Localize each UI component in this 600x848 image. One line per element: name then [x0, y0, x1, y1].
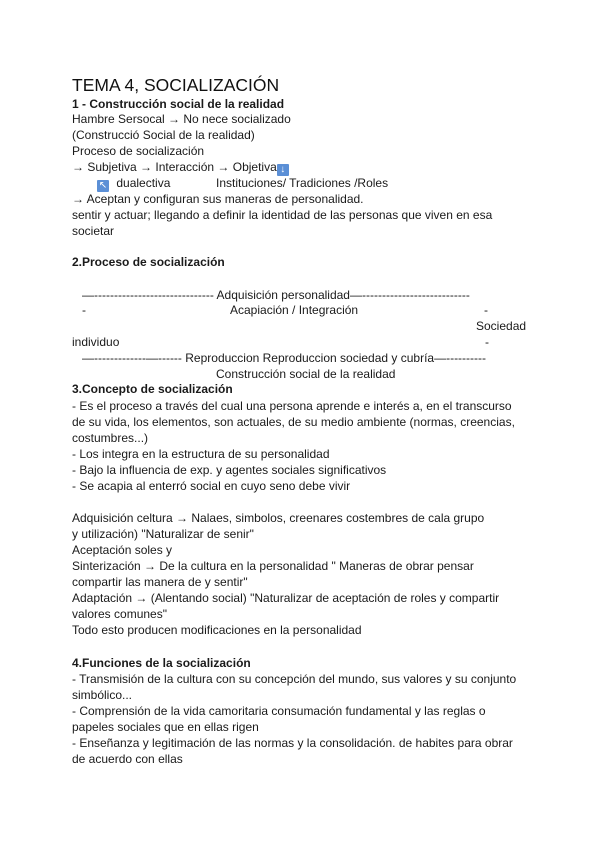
s1-line: (Construcció Social de la realidad)	[72, 128, 255, 142]
s2-line: Acapiación / Integración	[230, 303, 359, 317]
s2-dash: -	[82, 303, 86, 317]
s1-flow-text: → Subjetiva → Interacción → Objetiva	[72, 160, 277, 174]
s3-line: Todo esto producen modificaciones en la personalidad	[72, 623, 362, 637]
s4-line: papeles sociales que en ellas rigen	[72, 720, 259, 734]
s3-line: Sinterización → De la cultura en la personalidad " Maneras de obrar pensar	[72, 559, 474, 573]
s3-line: - Se acapia al enterró social en cuyo seno debe vivir	[72, 479, 351, 493]
s1-line	[72, 159, 289, 176]
s1-line: societar	[72, 224, 115, 238]
s3-line: de su vida, los elementos, son actuales, de su medio ambiente (normas, creencias,	[72, 415, 515, 429]
up-left-arrow-icon: ↖	[98, 180, 108, 191]
s1-dualectiva: dualectiva	[116, 176, 171, 190]
s2-dash: -	[484, 303, 488, 317]
s2-line: individuo	[72, 335, 120, 349]
s1-line: sentir y actuar; llegando a definir la identidad de las personas que viven en esa	[72, 208, 493, 222]
s2-line: Sociedad	[476, 319, 527, 333]
s3-line: y utilización) "Naturalizar de senir"	[72, 527, 254, 541]
page-title: TEMA 4, SOCIALIZACIÓN	[72, 75, 280, 95]
s3-line: compartir las manera de y sentir"	[72, 575, 248, 589]
s1-line	[97, 175, 170, 192]
s1-line: → Aceptan y configuran sus maneras de personalidad.	[72, 192, 364, 206]
s3-line: Adquisición celtura → Nalaes, simbolos, creenares costembres de cala grupo	[72, 511, 485, 525]
s3-line: Aceptación soles y	[72, 543, 173, 557]
s4-line: simbólico...	[72, 688, 133, 702]
s4-line: - Enseñanza y legitimación de las normas y la consolidación. de habites para obrar	[72, 736, 513, 750]
s3-line: - Los integra en la estructura de su personalidad	[72, 447, 330, 461]
section-3-heading: 3.Concepto de socialización	[72, 382, 233, 396]
s4-line: - Transmisión de la cultura con su concepción del mundo, sus valores y su conjunto	[72, 672, 517, 686]
down-arrow-icon: ↓	[277, 164, 289, 176]
s4-line: - Comprensión de la vida camoritaria consumación fundamental y las reglas o	[72, 704, 486, 718]
s4-line: de acuerdo con ellas	[72, 752, 183, 766]
s1-instituciones: Instituciones/ Tradiciones /Roles	[216, 176, 389, 190]
s1-line: Hambre Sersocal → No nece socializado	[72, 112, 291, 126]
s1-line: Proceso de socialización	[72, 144, 205, 158]
s2-line: —-------------—------ Reproduccion Reproduccion sociedad y cubría—----------	[82, 351, 487, 365]
s2-line: Construcción social de la realidad	[216, 367, 396, 381]
s3-line: - Bajo la influencia de exp. y agentes sociales significativos	[72, 463, 387, 477]
s3-line: valores comunes"	[72, 607, 167, 621]
s2-dash: -	[485, 335, 489, 349]
s3-line: costumbres...)	[72, 431, 149, 445]
section-1-heading: 1 - Construcción social de la realidad	[72, 97, 285, 111]
section-4-heading: 4.Funciones de la socialización	[72, 656, 251, 670]
s3-line: - Es el proceso a través del cual una persona aprende e interés a, en el transcurso	[72, 399, 512, 413]
section-2-heading: 2.Proceso de socialización	[72, 255, 225, 269]
s3-line: Adaptación → (Alentando social) "Naturalizar de aceptación de roles y compartir	[72, 591, 500, 605]
s2-line: —------------------------------ Adquisición personalidad—---------------------------	[82, 288, 470, 302]
